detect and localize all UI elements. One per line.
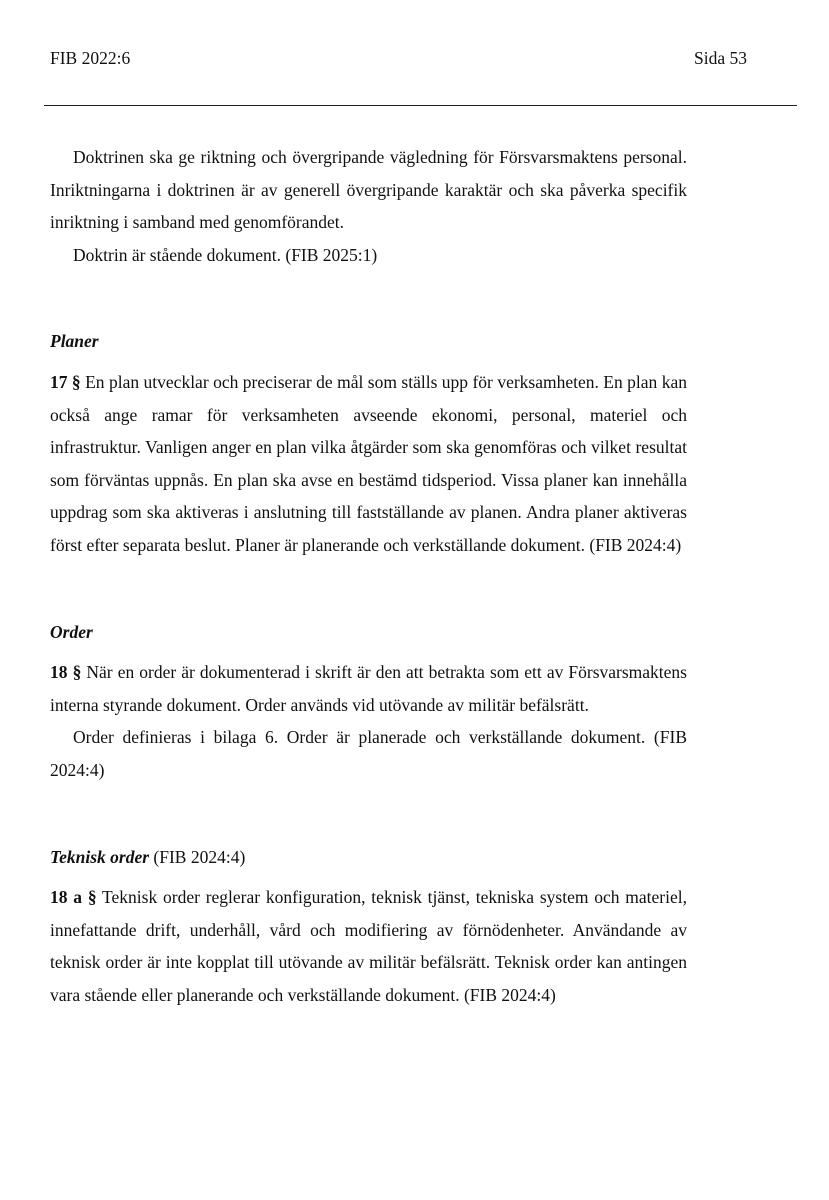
section-heading-planer: Planer (50, 331, 99, 352)
section-heading-teknisk-order (50, 841, 687, 874)
paragraph-18a (50, 881, 687, 1011)
header-rule (44, 105, 797, 106)
section-number: 18 a § (50, 887, 97, 908)
section-text: En plan utvecklar och preciserar de mål som ställs upp för verksamheten. En plan kan också ange ramar för verksamheten avseende ekonomi, personal, materiel och infrastruktur. Vanligen anger en plan vilka åtgärder som ska genomföras och vilket resultat som förväntas uppnås. En plan ska avse en bestämd tidsperiod. Vissa planer kan innehålla uppdrag som ska aktiveras i anslutning till fastställande av planen. Andra planer aktiveras först efter separata beslut. Planer är planerande och verkställande dokument. (FIB 2024:4) (50, 371, 688, 555)
section-text: När en order är dokumenterad i skrift är den att betrakta som ett av Försvarsmaktens interna styrande dokument. Order används vid utövande av militär befälsrätt. (50, 662, 687, 715)
section-number: 18 § (50, 662, 82, 683)
intro-paragraph-2: Doktrin är stående dokument. (FIB 2025:1) (73, 244, 378, 265)
document-body (50, 141, 687, 1011)
intro-paragraph: Doktrinen ska ge riktning och övergripande vägledning för Försvarsmaktens personal. Inriktningarna i doktrinen är av generell övergripande karaktär och ska påverka specifik inriktning i samband med genomförandet. (50, 147, 687, 233)
heading-reference: (FIB 2024:4) (149, 846, 246, 867)
paragraph-17 (50, 366, 687, 562)
paragraph-18 (50, 656, 687, 721)
page-number: Sida 53 (694, 48, 747, 68)
section-number: 17 § (50, 371, 81, 392)
paragraph-18-continued: Order definieras i bilaga 6. Order är planerade och verkställande dokument. (FIB 2024:4) (50, 727, 687, 780)
document-id: FIB 2022:6 (50, 48, 131, 68)
page-header (50, 48, 747, 72)
section-heading-order: Order (50, 621, 93, 642)
heading-title: Teknisk order (50, 846, 150, 867)
section-text: Teknisk order reglerar konfiguration, teknisk tjänst, tekniska system och materiel, innefattande drift, underhåll, vård och modifiering av förnödenheter. Användande av teknisk order är inte kopplat till utövande av militär befälsrätt. Teknisk order kan antingen vara stående eller planerande och verkställande dokument. (FIB 2024:4) (50, 887, 687, 1005)
